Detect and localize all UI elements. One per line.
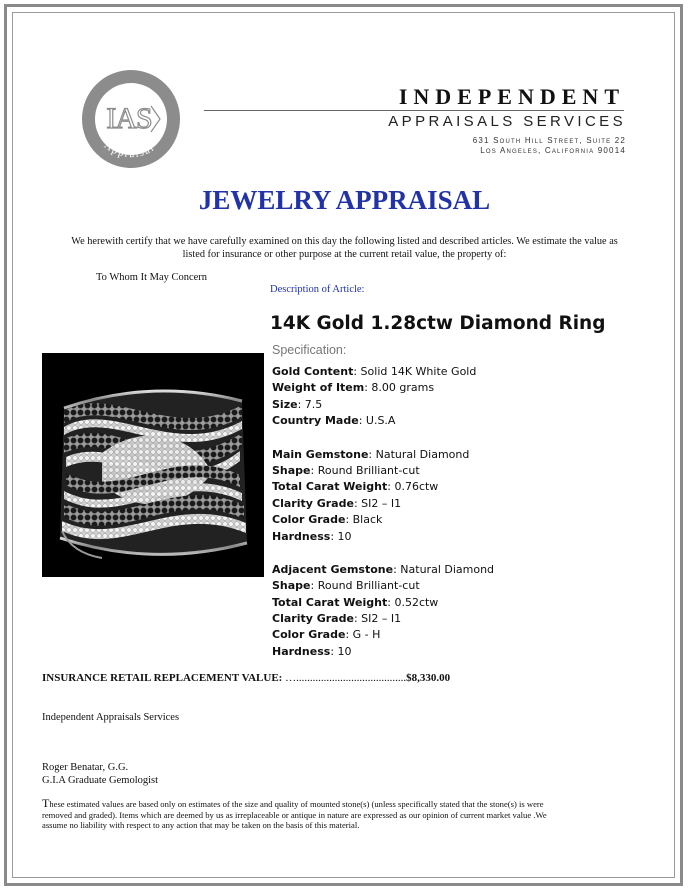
document-title: JEWELRY APPRAISAL [198,185,491,215]
spec-value: SI2 – I1 [361,612,402,626]
spec-value: SI2 – I1 [361,496,402,510]
spec-label: Color Grade [272,513,346,527]
ring-photo [42,353,264,577]
spec-row: Gold Content: Solid 14K White Gold [272,365,477,378]
spec-value: U.S.A [365,414,396,428]
spec-label: Gold Content [272,365,354,378]
spec-label: Color Grade [272,628,346,642]
disclaimer-initial: T [42,796,50,810]
spec-row: Clarity Grade: SI2 – I1 [272,612,402,626]
signer-title: G.I.A Graduate Gemologist [42,775,159,786]
spec-label: Total Carat Weight [272,595,388,609]
spec-label: Weight of Item [272,381,365,395]
spec-label: Shape [272,463,311,477]
spec-label: Size [272,397,298,411]
specification-list [272,364,494,660]
header-rule [204,110,624,111]
spec-row: Hardness: 10 [272,644,352,658]
spec-value: Solid 14K White Gold [360,365,477,378]
signer-name: Roger Benatar, G.G. [42,762,129,773]
spec-value: Round Brilliant-cut [317,579,420,593]
spec-row: Color Grade: Black [272,513,383,527]
spec-value: Natural Diamond [400,562,495,576]
spec-value: 0.52ctw [394,595,439,609]
disclaimer [42,798,562,831]
specification-label: Specification: [272,343,347,357]
spec-label: Total Carat Weight [272,480,388,494]
company-name: INDEPENDENT [398,84,625,109]
spec-value: 10 [337,529,352,543]
spec-row: Adjacent Gemstone: Natural Diamond [272,562,495,576]
description-label: Description of Article: [270,284,365,295]
company-subtitle: APPRAISALS SERVICES [388,113,626,130]
spec-row: Hardness: 10 [272,529,352,543]
value-leader-dots: …........................................ [285,672,407,684]
spec-label: Clarity Grade [272,496,354,510]
spec-value: Round Brilliant-cut [317,463,420,477]
spec-label: Hardness [272,644,331,658]
spec-row: Main Gemstone: Natural Diamond [272,447,470,461]
signoff-company: Independent Appraisals Services [42,712,180,723]
spec-row: Clarity Grade: SI2 – I1 [272,496,402,510]
spec-label: Shape [272,579,311,593]
spec-label: Clarity Grade [272,612,354,626]
spec-row: Size: 7.5 [272,397,323,411]
company-logo [78,66,184,172]
diamond-ring-image [42,353,264,577]
spec-row: Total Carat Weight: 0.52ctw [272,595,439,609]
replacement-value-label: INSURANCE RETAIL REPLACEMENT VALUE: [42,672,283,684]
spec-value: Natural Diamond [375,447,470,461]
spec-row: Country Made: U.S.A [272,414,396,428]
spec-label: Main Gemstone [272,447,369,461]
item-title: 14K Gold 1.28ctw Diamond Ring [270,313,606,334]
disclaimer-text: hese estimated values are based only on estimates of the size and quality of mounted stone(s) (unless specifically stated that the stone(s) is were removed and graded). Items which are deemed by us as irreplaceable or antique in nature are expressed as our opinion of current market value .We assume no liability with respect to any action that may be taken on the basis of this material. [42,799,547,830]
spec-label: Hardness [272,529,331,543]
spec-row: Shape: Round Brilliant-cut [272,579,420,593]
spec-value: 7.5 [304,397,323,411]
spec-label: Adjacent Gemstone [272,562,394,576]
replacement-value-amount: $8,330.00 [406,672,451,684]
spec-row: Total Carat Weight: 0.76ctw [272,480,439,494]
spec-value: 10 [337,644,352,658]
spec-value: Black [352,513,383,527]
spec-row: Weight of Item: 8.00 grams [272,381,435,395]
ias-seal-icon [78,66,184,172]
spec-row: Shape: Round Brilliant-cut [272,463,420,477]
address-line-2: Los Angeles, California 90014 [480,146,626,155]
logo-letters: IAS [106,102,152,135]
spec-value: 0.76ctw [394,480,439,494]
certification-text: We herewith certify that we have carefully examined on this day the following listed and described articles. We estimate the value as listed for insurance or other purpose at the current retail value, the property of: [71,236,618,260]
address-line-1: 631 South Hill Street, Suite 22 [472,136,626,145]
spec-value: G - H [352,628,381,642]
owner-line: To Whom It May Concern [96,272,208,283]
spec-value: 8.00 grams [371,381,435,395]
spec-row: Color Grade: G - H [272,628,381,642]
logo-ring-text: Appraisal [101,139,158,161]
spec-label: Country Made [272,414,359,428]
replacement-value-line [42,672,450,684]
